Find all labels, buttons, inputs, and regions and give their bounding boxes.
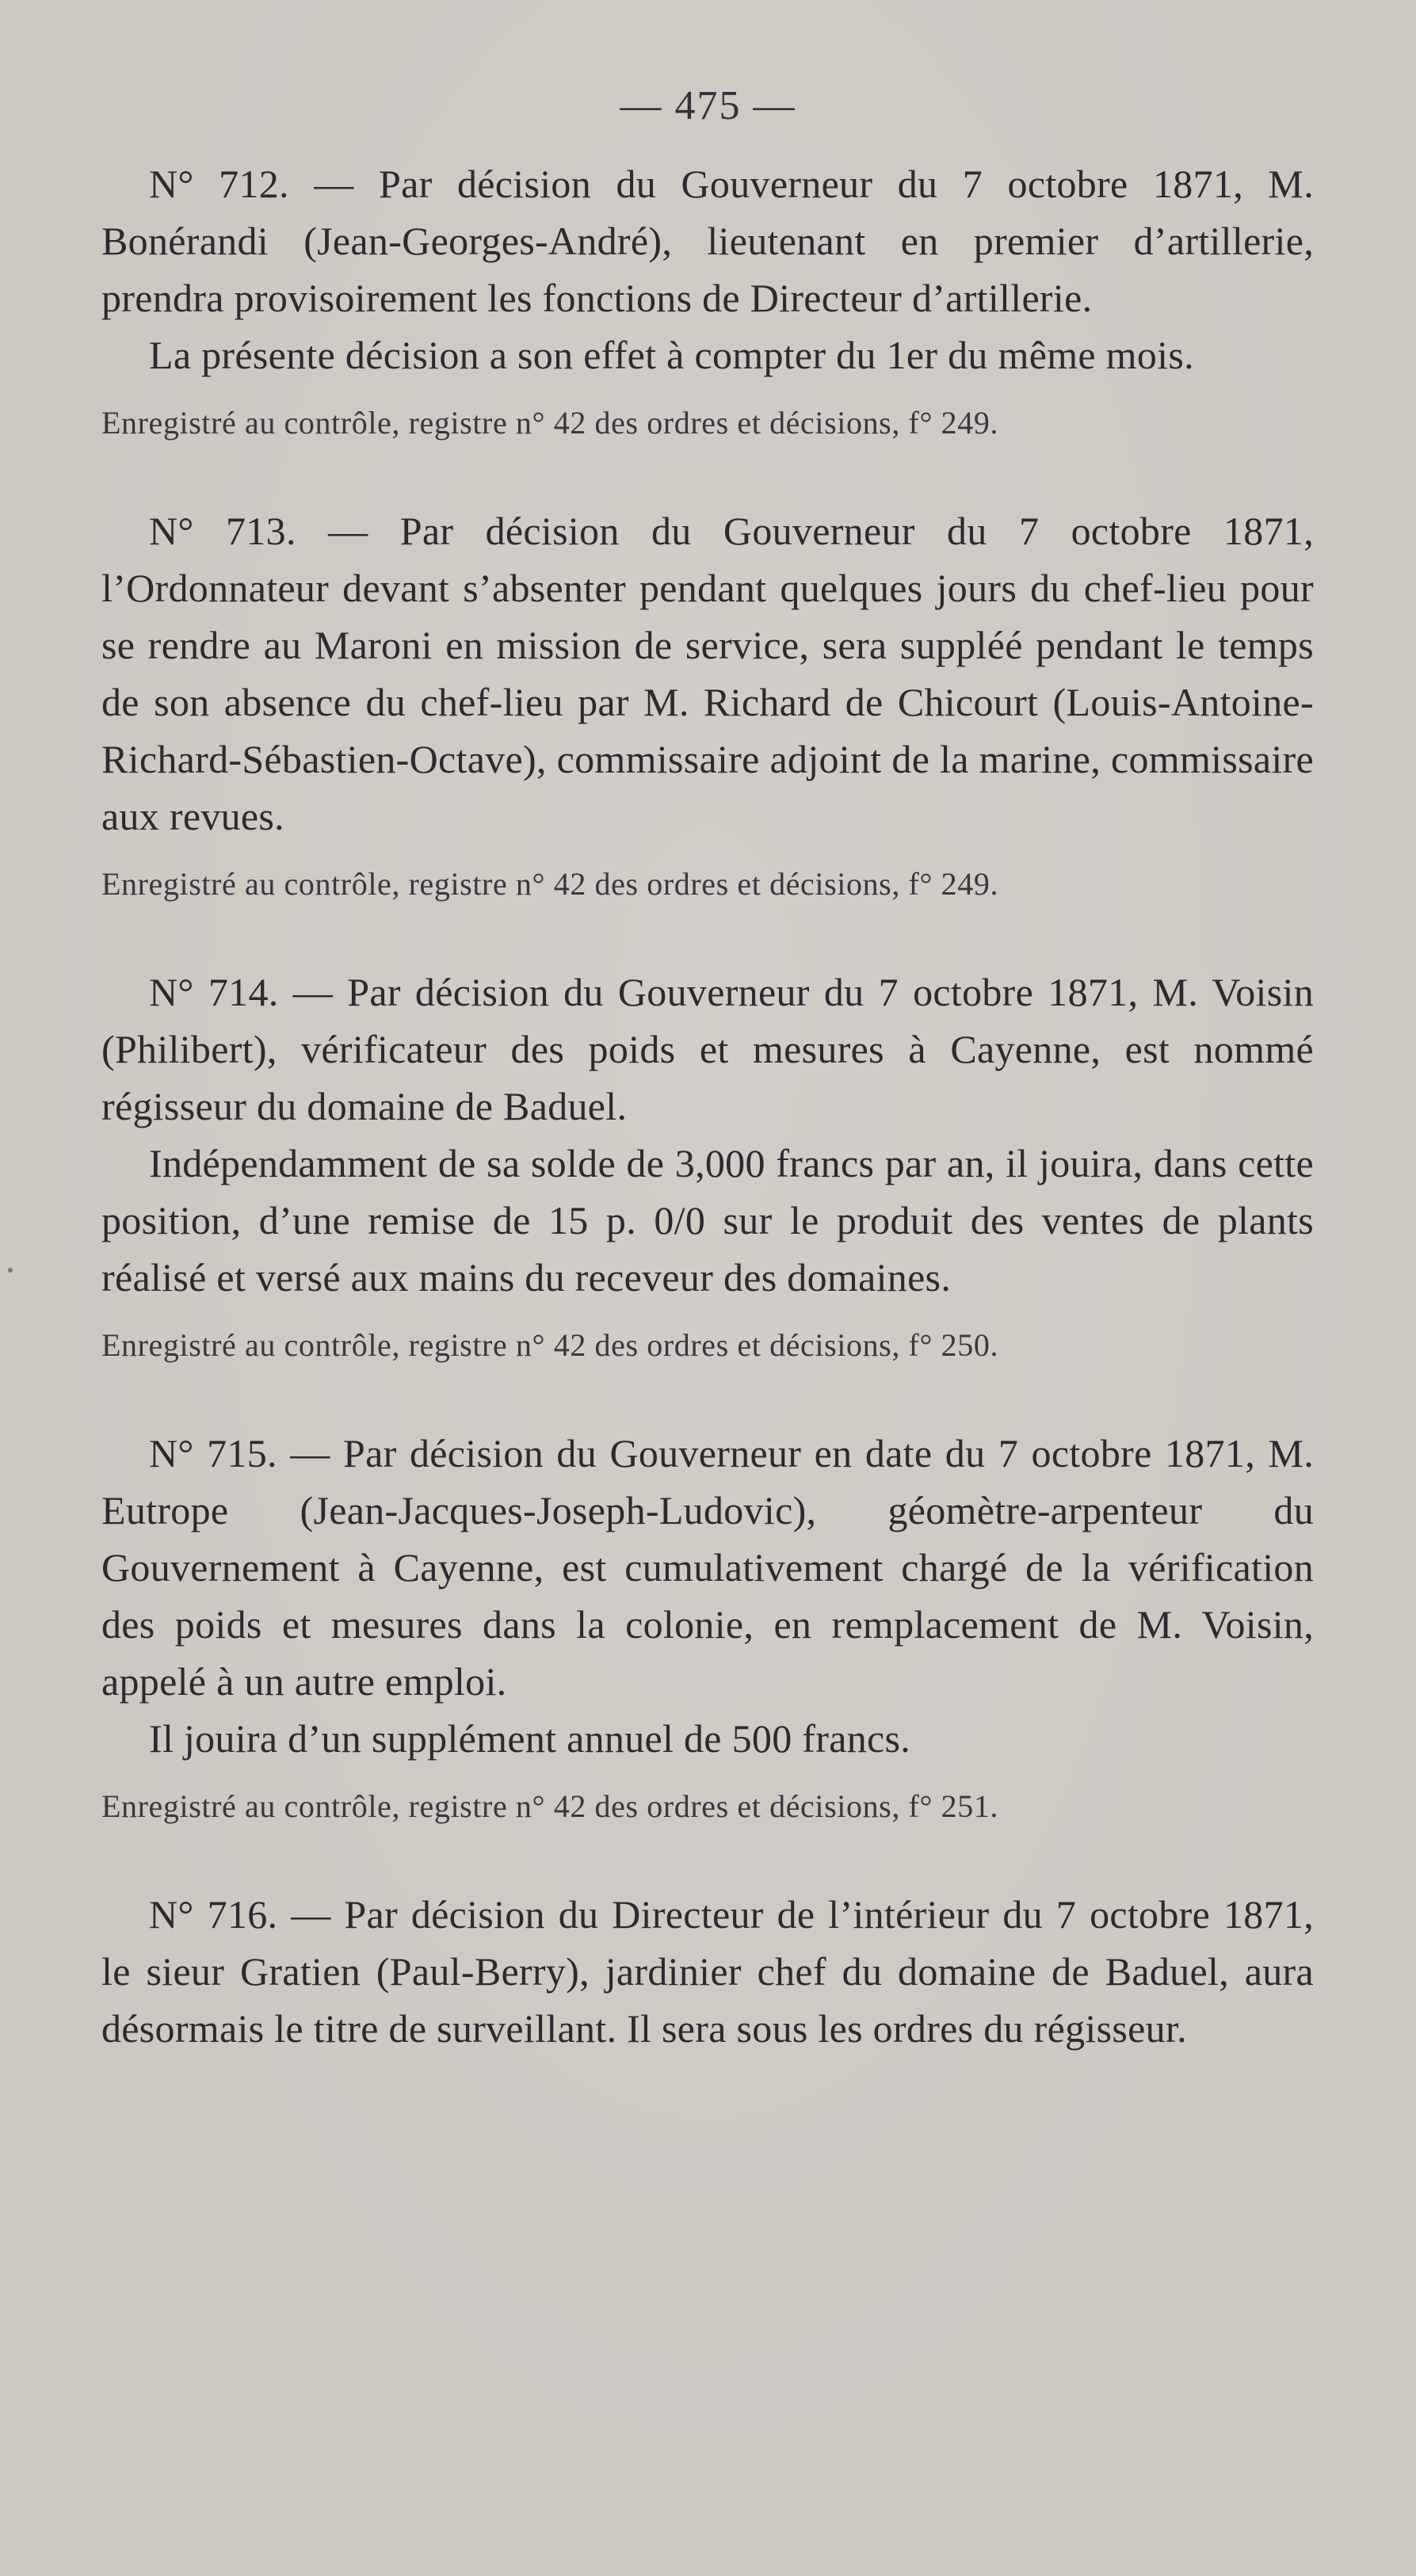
decision-715 xyxy=(101,1425,1314,1830)
page-number: — 475 — xyxy=(620,83,796,128)
paragraph: N° 714. — Par décision du Gouverneur du 7 octobre 1871, M. Voisin (Philibert), vérificateur des poids et mesures à Cayenne, est nommé régisseur du domaine de Baduel. xyxy=(101,970,1314,1128)
paragraph: N° 716. — Par décision du Directeur de l’intérieur du 7 octobre 1871, le sieur Gratien (Paul-Berry), jardinier chef du domaine de Baduel, aura désormais le titre de surveillant. Il sera sous les ordres du régisseur. xyxy=(101,1892,1314,2051)
register-note: Enregistré au contrôle, registre n° 42 des ordres et décisions, f° 249. xyxy=(101,866,999,902)
register-note: Enregistré au contrôle, registre n° 42 des ordres et décisions, f° 251. xyxy=(101,1788,999,1824)
decision-716 xyxy=(101,1886,1314,2057)
register-note: Enregistré au contrôle, registre n° 42 des ordres et décisions, f° 250. xyxy=(101,1327,999,1363)
paragraph: N° 715. — Par décision du Gouverneur en date du 7 octobre 1871, M. Eutrope (Jean-Jacques-Joseph-Ludovic), géomètre-arpenteur du Gouvernement à Cayenne, est cumulativement chargé de la vérification des poids et mesures dans la colonie, en remplacement de M. Voisin, appelé à un autre emploi. xyxy=(101,1431,1314,1704)
margin-speck xyxy=(8,1268,13,1273)
decision-714 xyxy=(101,964,1314,1369)
paragraph: La présente décision a son effet à compter du 1er du même mois. xyxy=(149,333,1194,377)
decision-712 xyxy=(101,155,1314,447)
decision-713 xyxy=(101,502,1314,908)
register-note: Enregistré au contrôle, registre n° 42 des ordres et décisions, f° 249. xyxy=(101,405,999,441)
paragraph: N° 713. — Par décision du Gouverneur du 7 octobre 1871, l’Ordonnateur devant s’absenter pendant quelques jours du chef-lieu pour se rendre au Maroni en mission de service, sera suppléé pendant le temps de son absence du chef-lieu par M. Richard de Chicourt (Louis-Antoine-Richard-Sébastien-Octave), commissaire adjoint de la marine, commissaire aux revues. xyxy=(101,509,1314,838)
paragraph: Il jouira d’un supplément annuel de 500 francs. xyxy=(149,1716,911,1761)
paragraph: N° 712. — Par décision du Gouverneur du 7 octobre 1871, M. Bonérandi (Jean-Georges-André), lieutenant en premier d’artillerie, prendra provisoirement les fonctions de Directeur d’artillerie. xyxy=(101,162,1314,320)
text-column xyxy=(101,155,1314,2057)
paragraph: Indépendamment de sa solde de 3,000 francs par an, il jouira, dans cette position, d’une remise de 15 p. 0/0 sur le produit des ventes de plants réalisé et versé aux mains du receveur des domaines. xyxy=(101,1141,1314,1299)
